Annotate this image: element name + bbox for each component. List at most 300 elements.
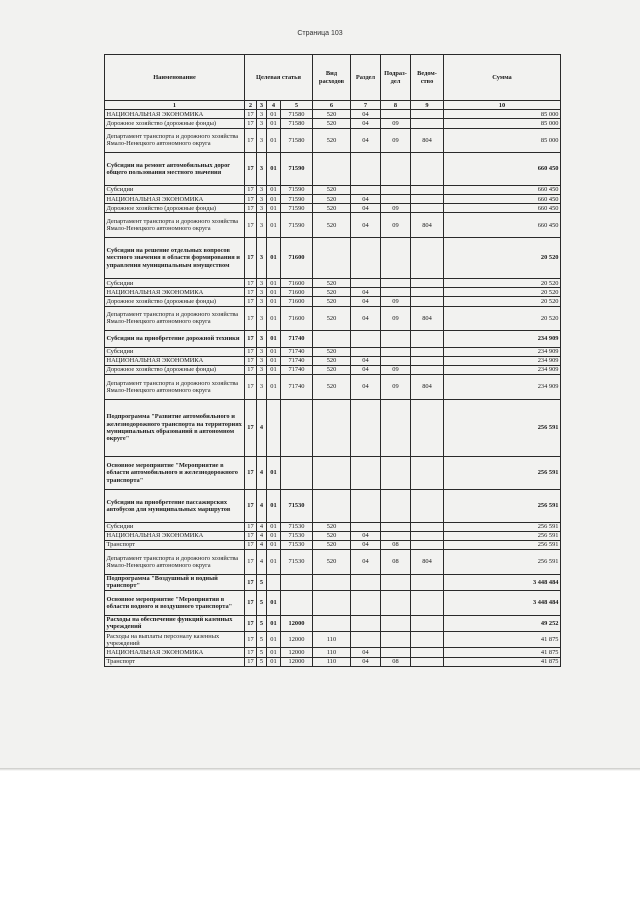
code-direction: 71530 — [281, 531, 313, 540]
code-event: 01 — [267, 195, 281, 204]
code-subprogram: 3 — [257, 128, 267, 153]
code-event: 01 — [267, 153, 281, 186]
code-program: 17 — [245, 331, 257, 347]
section: 04 — [351, 195, 381, 204]
department-code: 804 — [411, 550, 444, 575]
subsection — [381, 238, 411, 279]
section: 04 — [351, 128, 381, 153]
col-number: 5 — [281, 101, 313, 110]
section: 04 — [351, 375, 381, 400]
code-subprogram: 3 — [257, 204, 267, 213]
code-direction: 71590 — [281, 153, 313, 186]
amount: 234 909 — [444, 365, 561, 374]
table-row — [105, 204, 561, 213]
row-name: Субсидии на приобретение пассажирских автобусов для муниципальных маршрутов — [105, 489, 245, 522]
row-name: Субсидии — [105, 522, 245, 531]
code-direction: 71740 — [281, 356, 313, 365]
code-program: 17 — [245, 288, 257, 297]
subsection: 08 — [381, 550, 411, 575]
department-code: 804 — [411, 128, 444, 153]
amount: 234 909 — [444, 375, 561, 400]
code-program: 17 — [245, 550, 257, 575]
row-name: Департамент транспорта и дорожного хозяйства Ямало-Ненецкого автономного округа — [105, 306, 245, 331]
code-event: 01 — [267, 331, 281, 347]
department-code — [411, 297, 444, 306]
col-header-dept: Ведом-ство — [411, 55, 444, 101]
expense-type: 520 — [313, 288, 351, 297]
table-row — [105, 185, 561, 194]
department-code — [411, 185, 444, 194]
code-direction: 71590 — [281, 204, 313, 213]
subsection: 09 — [381, 119, 411, 128]
code-direction: 71530 — [281, 489, 313, 522]
department-code — [411, 279, 444, 288]
code-program: 17 — [245, 347, 257, 356]
table-row — [105, 119, 561, 128]
amount: 3 448 484 — [444, 574, 561, 590]
row-name: Субсидии на приобретение дорожной техники — [105, 331, 245, 347]
section — [351, 153, 381, 186]
code-event: 01 — [267, 288, 281, 297]
expense-type — [313, 574, 351, 590]
code-subprogram: 3 — [257, 297, 267, 306]
expense-type: 520 — [313, 531, 351, 540]
table-header — [105, 55, 561, 110]
code-event: 01 — [267, 306, 281, 331]
row-name: НАЦИОНАЛЬНАЯ ЭКОНОМИКА — [105, 531, 245, 540]
row-name: Дорожное хозяйство (дорожные фонды) — [105, 204, 245, 213]
code-event: 01 — [267, 591, 281, 616]
budget-table — [104, 54, 561, 667]
department-code — [411, 204, 444, 213]
code-direction: 71530 — [281, 550, 313, 575]
department-code: 804 — [411, 375, 444, 400]
row-name: НАЦИОНАЛЬНАЯ ЭКОНОМИКА — [105, 356, 245, 365]
code-direction: 71740 — [281, 375, 313, 400]
code-event: 01 — [267, 489, 281, 522]
code-direction — [281, 574, 313, 590]
subsection: 09 — [381, 204, 411, 213]
code-subprogram: 3 — [257, 185, 267, 194]
code-subprogram: 5 — [257, 657, 267, 666]
section — [351, 279, 381, 288]
code-subprogram: 4 — [257, 531, 267, 540]
section — [351, 615, 381, 631]
code-subprogram: 3 — [257, 153, 267, 186]
code-direction: 71590 — [281, 185, 313, 194]
subsection — [381, 531, 411, 540]
department-code — [411, 347, 444, 356]
section: 04 — [351, 550, 381, 575]
code-program: 17 — [245, 297, 257, 306]
subsection — [381, 153, 411, 186]
col-number: 10 — [444, 101, 561, 110]
subsection — [381, 110, 411, 119]
amount: 41 875 — [444, 632, 561, 648]
expense-type: 110 — [313, 648, 351, 657]
expense-type: 520 — [313, 185, 351, 194]
code-program: 17 — [245, 204, 257, 213]
code-event: 01 — [267, 365, 281, 374]
section — [351, 591, 381, 616]
code-event: 01 — [267, 347, 281, 356]
col-number: 2 — [245, 101, 257, 110]
section — [351, 457, 381, 490]
col-header-exp-type: Вид расходов — [313, 55, 351, 101]
amount: 256 591 — [444, 522, 561, 531]
code-program: 17 — [245, 574, 257, 590]
code-direction: 71600 — [281, 297, 313, 306]
section: 04 — [351, 306, 381, 331]
table-row — [105, 288, 561, 297]
code-program: 17 — [245, 648, 257, 657]
amount: 660 450 — [444, 195, 561, 204]
code-event: 01 — [267, 657, 281, 666]
code-subprogram: 5 — [257, 632, 267, 648]
code-program: 17 — [245, 279, 257, 288]
amount: 20 520 — [444, 306, 561, 331]
row-name: НАЦИОНАЛЬНАЯ ЭКОНОМИКА — [105, 288, 245, 297]
code-direction: 71590 — [281, 213, 313, 238]
row-name: Расходы на обеспечение функций казенных учреждений — [105, 615, 245, 631]
expense-type: 520 — [313, 550, 351, 575]
code-program: 17 — [245, 110, 257, 119]
table-row — [105, 238, 561, 279]
table-row — [105, 648, 561, 657]
code-direction: 12000 — [281, 632, 313, 648]
subsection — [381, 399, 411, 456]
expense-type: 520 — [313, 119, 351, 128]
department-code — [411, 110, 444, 119]
code-direction: 71600 — [281, 279, 313, 288]
table-row — [105, 213, 561, 238]
table-row — [105, 657, 561, 666]
col-header-sum: Сумма — [444, 55, 561, 101]
subsection — [381, 356, 411, 365]
column-number-row — [105, 101, 561, 110]
code-program: 17 — [245, 238, 257, 279]
section — [351, 522, 381, 531]
expense-type: 520 — [313, 306, 351, 331]
code-subprogram: 4 — [257, 540, 267, 549]
col-number: 8 — [381, 101, 411, 110]
section: 04 — [351, 657, 381, 666]
code-event — [267, 399, 281, 456]
subsection — [381, 457, 411, 490]
code-direction: 71590 — [281, 195, 313, 204]
col-number: 9 — [411, 101, 444, 110]
code-program: 17 — [245, 632, 257, 648]
row-name: Подпрограмма "Воздушный и водный транспорт" — [105, 574, 245, 590]
subsection — [381, 288, 411, 297]
code-event: 01 — [267, 119, 281, 128]
row-name: Департамент транспорта и дорожного хозяйства Ямало-Ненецкого автономного округа — [105, 550, 245, 575]
code-direction: 71740 — [281, 347, 313, 356]
table-row — [105, 522, 561, 531]
table-body — [105, 110, 561, 667]
expense-type — [313, 489, 351, 522]
expense-type: 520 — [313, 213, 351, 238]
table-row — [105, 195, 561, 204]
table-row — [105, 375, 561, 400]
table-row — [105, 297, 561, 306]
table-row — [105, 574, 561, 590]
code-program: 17 — [245, 185, 257, 194]
code-direction: 71580 — [281, 119, 313, 128]
department-code — [411, 195, 444, 204]
department-code — [411, 522, 444, 531]
code-program: 17 — [245, 591, 257, 616]
amount: 85 000 — [444, 119, 561, 128]
code-direction: 71740 — [281, 331, 313, 347]
section: 04 — [351, 204, 381, 213]
subsection — [381, 522, 411, 531]
subsection — [381, 195, 411, 204]
code-program: 17 — [245, 153, 257, 186]
amount: 660 450 — [444, 213, 561, 238]
code-direction: 12000 — [281, 615, 313, 631]
expense-type: 520 — [313, 204, 351, 213]
subsection: 09 — [381, 213, 411, 238]
amount: 256 591 — [444, 399, 561, 456]
subsection: 09 — [381, 375, 411, 400]
row-name: НАЦИОНАЛЬНАЯ ЭКОНОМИКА — [105, 195, 245, 204]
code-program: 17 — [245, 195, 257, 204]
subsection — [381, 615, 411, 631]
section: 04 — [351, 297, 381, 306]
code-subprogram: 3 — [257, 306, 267, 331]
subsection — [381, 574, 411, 590]
code-program: 17 — [245, 213, 257, 238]
code-program: 17 — [245, 306, 257, 331]
table-row — [105, 531, 561, 540]
col-number: 1 — [105, 101, 245, 110]
code-subprogram: 4 — [257, 489, 267, 522]
row-name: Субсидии — [105, 347, 245, 356]
code-subprogram: 3 — [257, 356, 267, 365]
code-subprogram: 3 — [257, 238, 267, 279]
expense-type: 520 — [313, 365, 351, 374]
row-name: Расходы на выплаты персоналу казенных учреждений — [105, 632, 245, 648]
col-number: 6 — [313, 101, 351, 110]
page-edge-shadow — [0, 768, 640, 771]
col-number: 4 — [267, 101, 281, 110]
code-event: 01 — [267, 185, 281, 194]
table-row — [105, 615, 561, 631]
code-subprogram: 4 — [257, 399, 267, 456]
subsection — [381, 279, 411, 288]
amount: 256 591 — [444, 457, 561, 490]
expense-type: 520 — [313, 375, 351, 400]
subsection — [381, 591, 411, 616]
amount: 41 875 — [444, 657, 561, 666]
code-direction: 71740 — [281, 365, 313, 374]
subsection: 09 — [381, 365, 411, 374]
amount: 234 909 — [444, 347, 561, 356]
amount: 256 591 — [444, 531, 561, 540]
expense-type: 520 — [313, 195, 351, 204]
table-row — [105, 457, 561, 490]
amount: 3 448 484 — [444, 591, 561, 616]
department-code — [411, 531, 444, 540]
code-program: 17 — [245, 657, 257, 666]
table-row — [105, 540, 561, 549]
amount: 660 450 — [444, 153, 561, 186]
code-program: 17 — [245, 531, 257, 540]
code-event: 01 — [267, 615, 281, 631]
table-row — [105, 110, 561, 119]
expense-type: 520 — [313, 347, 351, 356]
department-code — [411, 574, 444, 590]
amount: 660 450 — [444, 204, 561, 213]
code-program: 17 — [245, 615, 257, 631]
code-event: 01 — [267, 279, 281, 288]
subsection: 08 — [381, 540, 411, 549]
expense-type: 520 — [313, 522, 351, 531]
row-name: НАЦИОНАЛЬНАЯ ЭКОНОМИКА — [105, 648, 245, 657]
table-row — [105, 365, 561, 374]
row-name: Субсидии на решение отдельных вопросов местного значения в области формирования и управления муниципальным имуществом — [105, 238, 245, 279]
subsection: 09 — [381, 128, 411, 153]
table-row — [105, 331, 561, 347]
amount: 660 450 — [444, 185, 561, 194]
table-row — [105, 356, 561, 365]
code-subprogram: 3 — [257, 347, 267, 356]
row-name: Основное мероприятие "Мероприятие в области автомобильного и железнодорожного транспорта" — [105, 457, 245, 490]
code-subprogram: 3 — [257, 195, 267, 204]
department-code: 804 — [411, 213, 444, 238]
department-code — [411, 489, 444, 522]
code-event: 01 — [267, 522, 281, 531]
code-program: 17 — [245, 375, 257, 400]
code-direction: 12000 — [281, 648, 313, 657]
expense-type — [313, 615, 351, 631]
table-row — [105, 489, 561, 522]
expense-type — [313, 399, 351, 456]
code-event: 01 — [267, 648, 281, 657]
code-program: 17 — [245, 540, 257, 549]
department-code — [411, 632, 444, 648]
department-code — [411, 591, 444, 616]
subsection: 09 — [381, 297, 411, 306]
code-program: 17 — [245, 128, 257, 153]
code-program: 17 — [245, 356, 257, 365]
code-event: 01 — [267, 238, 281, 279]
code-event: 01 — [267, 457, 281, 490]
row-name: Транспорт — [105, 657, 245, 666]
table-row — [105, 279, 561, 288]
expense-type: 520 — [313, 279, 351, 288]
code-direction: 71600 — [281, 288, 313, 297]
table-row — [105, 399, 561, 456]
row-name: Субсидии — [105, 279, 245, 288]
expense-type: 520 — [313, 110, 351, 119]
code-event: 01 — [267, 297, 281, 306]
row-name: Подпрограмма "Развитие автомобильного и железнодорожного транспорта на территориях муниципальных образований в автономном округе" — [105, 399, 245, 456]
code-subprogram: 5 — [257, 591, 267, 616]
section — [351, 331, 381, 347]
code-event — [267, 574, 281, 590]
department-code — [411, 153, 444, 186]
row-name: Департамент транспорта и дорожного хозяйства Ямало-Ненецкого автономного округа — [105, 375, 245, 400]
code-direction: 12000 — [281, 657, 313, 666]
section: 04 — [351, 119, 381, 128]
code-direction: 71600 — [281, 306, 313, 331]
table-row — [105, 128, 561, 153]
department-code — [411, 540, 444, 549]
col-header-target: Целевая статья — [245, 55, 313, 101]
section — [351, 489, 381, 522]
code-subprogram: 4 — [257, 522, 267, 531]
code-direction — [281, 457, 313, 490]
expense-type: 110 — [313, 632, 351, 648]
code-direction: 71530 — [281, 540, 313, 549]
amount: 256 591 — [444, 550, 561, 575]
code-event: 01 — [267, 540, 281, 549]
expense-type: 520 — [313, 297, 351, 306]
code-program: 17 — [245, 119, 257, 128]
section — [351, 574, 381, 590]
row-name: Основное мероприятие "Мероприятия в области водного и воздушного транспорта" — [105, 591, 245, 616]
department-code — [411, 399, 444, 456]
table-row — [105, 306, 561, 331]
section: 04 — [351, 531, 381, 540]
row-name: Транспорт — [105, 540, 245, 549]
col-number: 3 — [257, 101, 267, 110]
col-header-section: Раздел — [351, 55, 381, 101]
code-program: 17 — [245, 365, 257, 374]
table-row — [105, 347, 561, 356]
amount: 49 252 — [444, 615, 561, 631]
code-event: 01 — [267, 204, 281, 213]
amount: 234 909 — [444, 356, 561, 365]
code-direction: 71530 — [281, 522, 313, 531]
code-event: 01 — [267, 375, 281, 400]
department-code — [411, 657, 444, 666]
section — [351, 185, 381, 194]
code-subprogram: 4 — [257, 457, 267, 490]
subsection: 08 — [381, 657, 411, 666]
code-subprogram: 3 — [257, 279, 267, 288]
section — [351, 347, 381, 356]
department-code — [411, 356, 444, 365]
table-row — [105, 550, 561, 575]
code-direction: 71580 — [281, 128, 313, 153]
section: 04 — [351, 110, 381, 119]
code-event: 01 — [267, 110, 281, 119]
code-subprogram: 3 — [257, 110, 267, 119]
subsection: 09 — [381, 306, 411, 331]
amount: 85 000 — [444, 128, 561, 153]
department-code: 804 — [411, 306, 444, 331]
code-direction — [281, 591, 313, 616]
section — [351, 238, 381, 279]
code-event: 01 — [267, 531, 281, 540]
code-program: 17 — [245, 399, 257, 456]
department-code — [411, 238, 444, 279]
amount: 234 909 — [444, 331, 561, 347]
expense-type — [313, 591, 351, 616]
page-number-header: Страница 103 — [297, 30, 343, 37]
row-name: Департамент транспорта и дорожного хозяйства Ямало-Ненецкого автономного округа — [105, 213, 245, 238]
code-subprogram: 3 — [257, 375, 267, 400]
section — [351, 632, 381, 648]
code-event: 01 — [267, 550, 281, 575]
code-subprogram: 4 — [257, 550, 267, 575]
amount: 41 875 — [444, 648, 561, 657]
subsection — [381, 648, 411, 657]
code-subprogram: 5 — [257, 648, 267, 657]
